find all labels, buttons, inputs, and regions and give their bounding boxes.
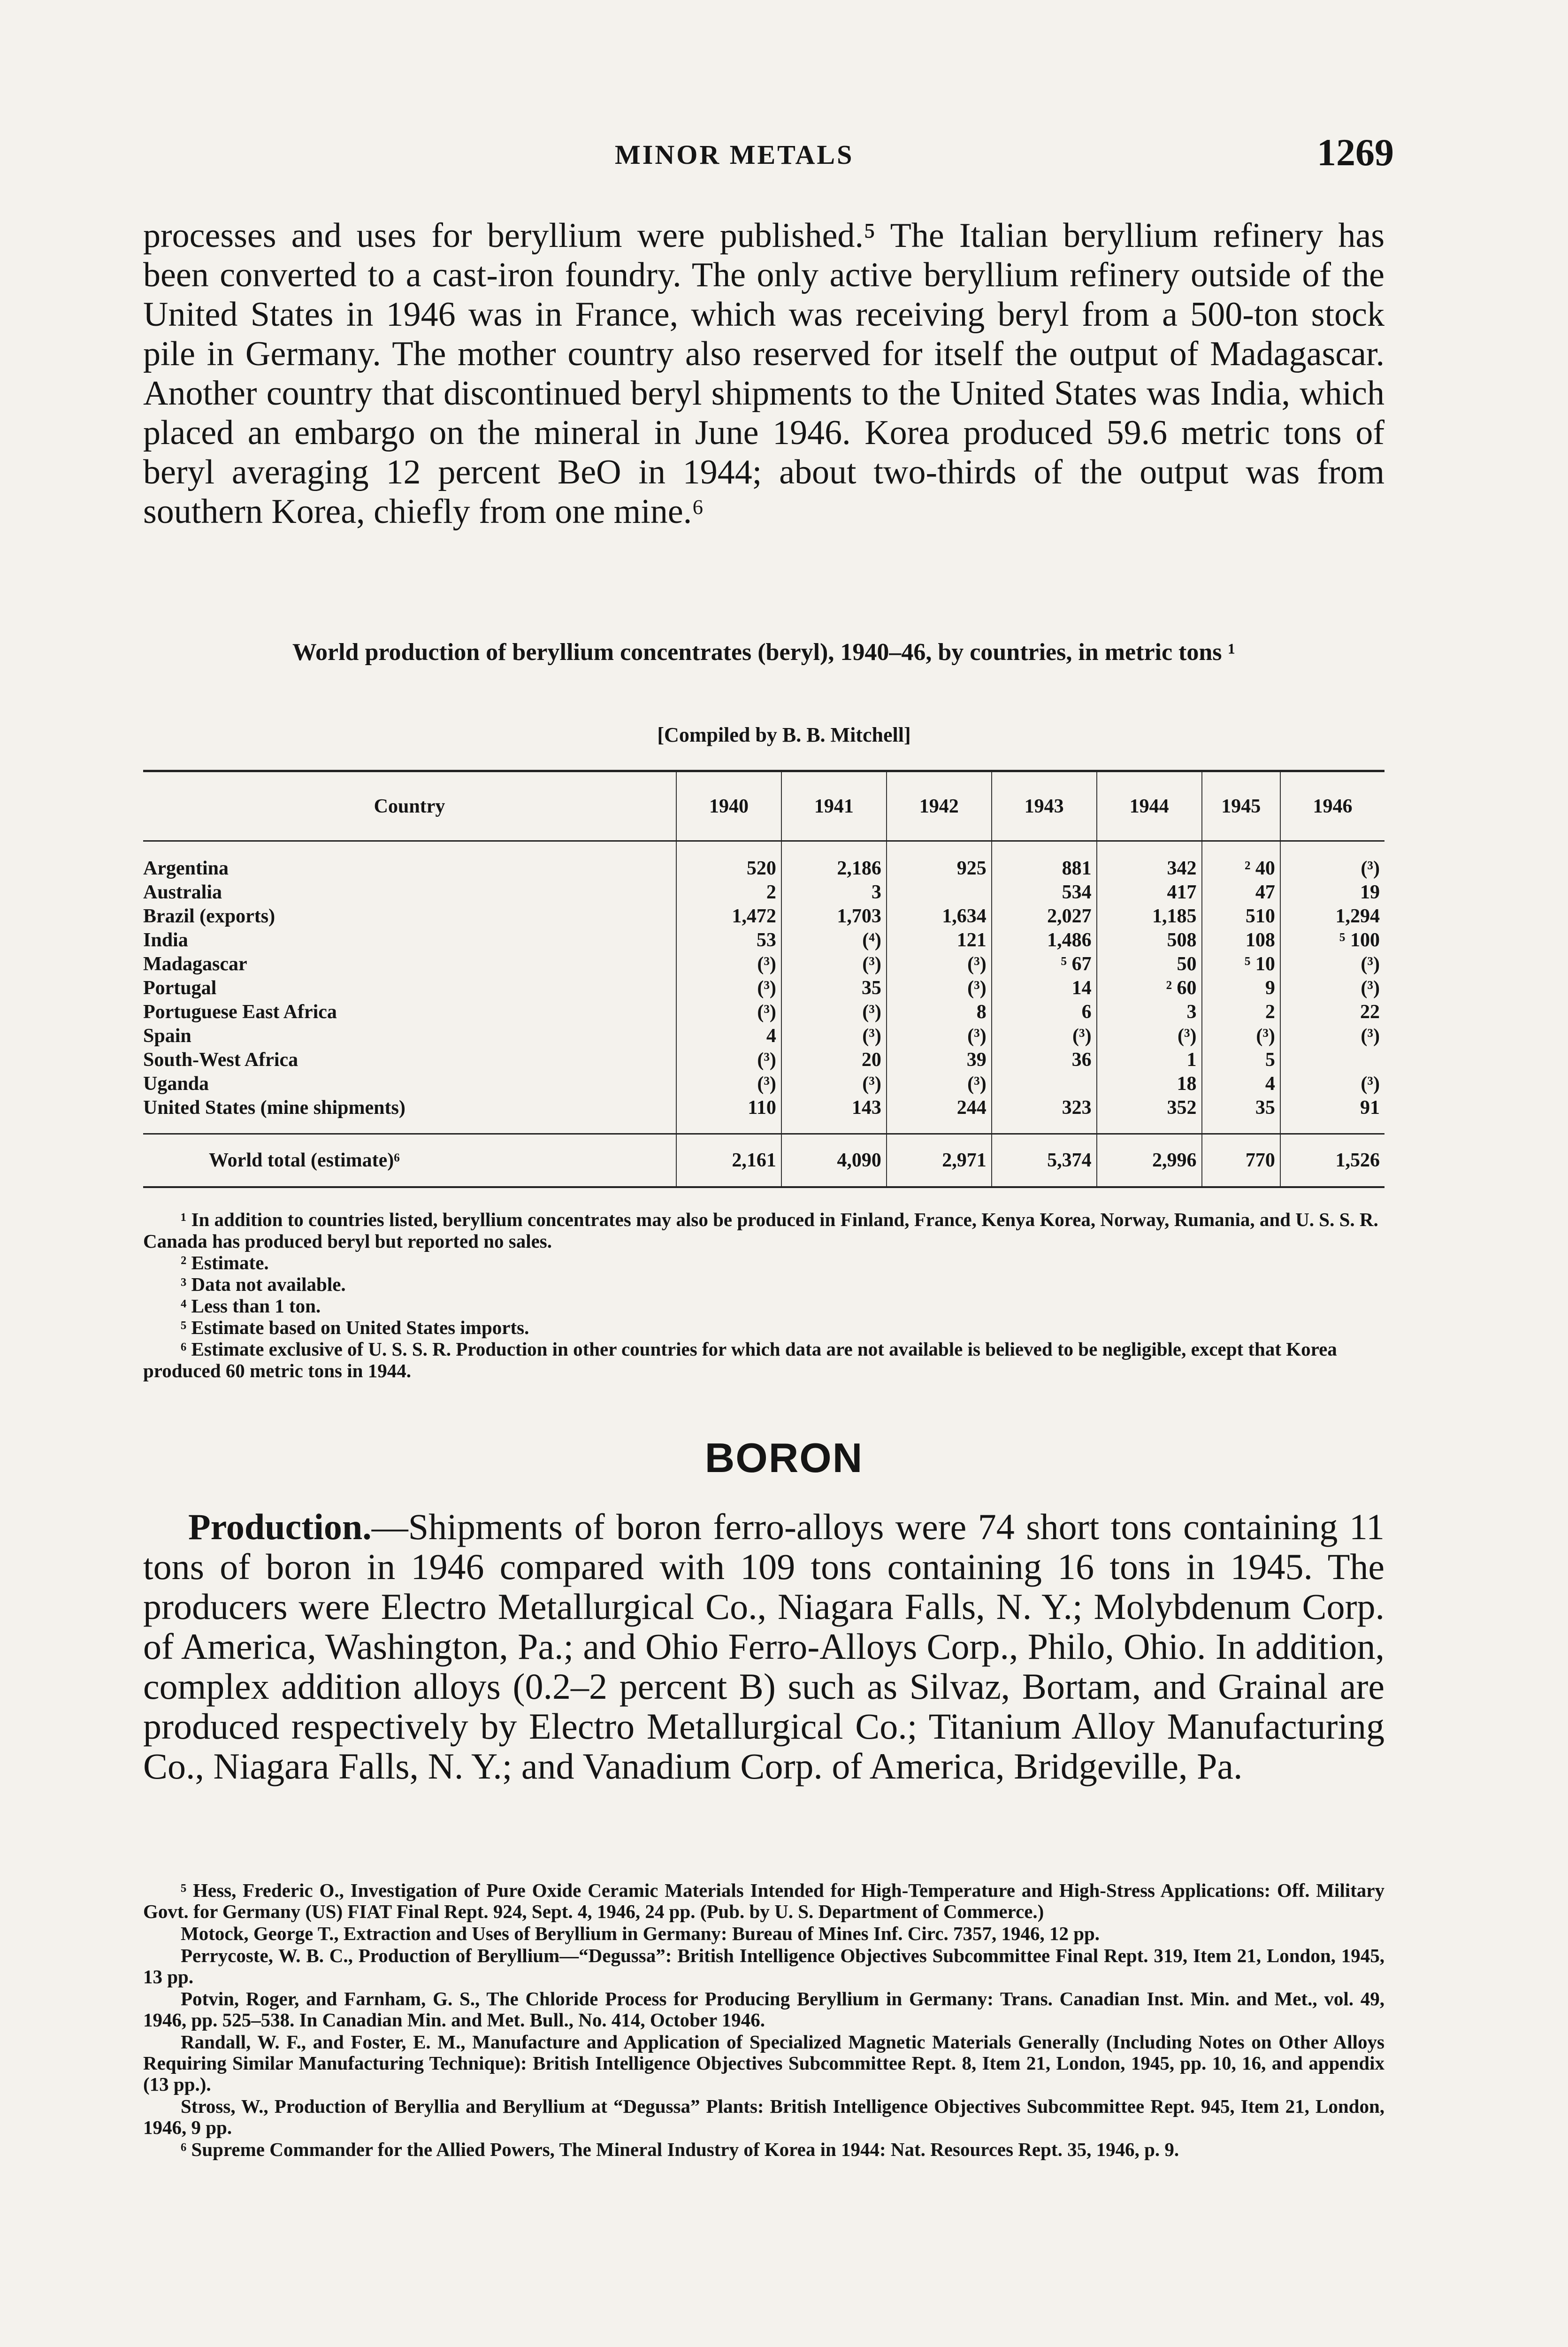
country-cell: South-West Africa: [143, 1049, 298, 1071]
value-cell: 1,634: [887, 905, 992, 928]
production-table-container: [143, 770, 1384, 1188]
table-row: [143, 928, 1384, 952]
table-note: ⁶ Estimate exclusive of U. S. S. R. Production in other countries for which data are not available is believed to be negligible, except that Korea produced 60 metric tons in 1944.: [143, 1338, 1337, 1381]
value-cell: 2: [676, 881, 781, 905]
table-row: [143, 1048, 1384, 1072]
value-cell: 881: [992, 841, 1097, 881]
table-row: [143, 952, 1384, 976]
value-cell: 2: [1202, 1000, 1280, 1024]
total-cell: 2,971: [887, 1134, 992, 1188]
value-cell: 110: [676, 1096, 781, 1134]
body-paragraph-boron: [143, 1507, 1384, 1786]
value-cell: (³): [1097, 1024, 1202, 1048]
paragraph-text: —Shipments of boron ferro-alloys were 74 short tons containing 11 tons of boron in 1946 compared with 109 tons containing 16 tons in 1945. The producers were Electro Metallurgical Co., Niagara Falls, N. Y.; Molybdenum Corp. of America, Washington, Pa.; and Ohio Ferro-Alloys Corp., Philo, Ohio. In addition, complex addition alloys (0.2–2 percent B) such as Silvaz, Bortam, and Grainal are produced respectively by Electro Metallurgical Co.; Titanium Alloy Manufacturing Co., Niagara Falls, N. Y.; and Vanadium Corp. of America, Bridgeville, Pa.: [143, 1506, 1384, 1787]
paragraph-lead: Production.: [188, 1506, 372, 1547]
value-cell: 14: [992, 976, 1097, 1000]
value-cell: 4: [1202, 1072, 1280, 1096]
total-cell: 5,374: [992, 1134, 1097, 1188]
country-cell: United States (mine shipments): [143, 1097, 405, 1119]
country-cell: Uganda: [143, 1073, 209, 1095]
value-cell: 18: [1097, 1072, 1202, 1096]
page-number: 1269: [1317, 131, 1394, 174]
value-cell: (³): [992, 1024, 1097, 1048]
country-cell: Portuguese East Africa: [143, 1001, 337, 1023]
total-cell: 2,996: [1097, 1134, 1202, 1188]
value-cell: 2,186: [781, 841, 887, 881]
value-cell: (³): [887, 1024, 992, 1048]
section-heading-boron: BORON: [704, 1434, 864, 1481]
value-cell: 22: [1280, 1000, 1384, 1024]
total-cell: 1,526: [1280, 1134, 1384, 1188]
value-cell: 2,027: [992, 905, 1097, 928]
footnote: Stross, W., Production of Beryllia and Beryllium at “Degussa” Plants: British Intelligence Objectives Subcommittee Rept. 945, Item 21, London, 1946, 9 pp.: [143, 2095, 1384, 2138]
value-cell: 925: [887, 841, 992, 881]
footnote: ⁶ Supreme Commander for the Allied Powers, The Mineral Industry of Korea in 1944: Nat. Resources Rept. 35, 1946, p. 9.: [181, 2139, 1179, 2160]
value-cell: (³): [676, 1048, 781, 1072]
country-cell: Spain: [143, 1025, 191, 1047]
value-cell: ⁵ 67: [992, 952, 1097, 976]
value-cell: (³): [887, 976, 992, 1000]
value-cell: (³): [781, 1072, 887, 1096]
value-cell: 244: [887, 1096, 992, 1134]
value-cell: 352: [1097, 1096, 1202, 1134]
column-header: 1945: [1202, 771, 1280, 841]
total-cell: 2,161: [676, 1134, 781, 1188]
table-caption: World production of beryllium concentrates (beryl), 1940–46, by countries, in metric tons ¹: [292, 639, 1236, 666]
table-compiled-by: [Compiled by B. B. Mitchell]: [657, 723, 911, 746]
table-note: ¹ In addition to countries listed, beryllium concentrates may also be produced in Finland, France, Kenya Korea, Norway, Rumania, and U. S. S. R. Canada has produced beryl but reported no sales.: [143, 1209, 1378, 1252]
value-cell: 3: [1097, 1000, 1202, 1024]
value-cell: ⁵ 100: [1280, 928, 1384, 952]
footnotes: [143, 1880, 1384, 2161]
value-cell: 1: [1097, 1048, 1202, 1072]
country-cell: Brazil (exports): [143, 905, 275, 927]
footnote: Perrycoste, W. B. C., Production of Beryllium—“Degussa”: British Intelligence Objectives Subcommittee Final Rept. 319, Item 21, London, 1945, 13 pp.: [143, 1945, 1384, 1987]
country-cell: Portugal: [143, 977, 217, 999]
total-cell: 770: [1202, 1134, 1280, 1188]
table-row: [143, 881, 1384, 905]
value-cell: (³): [887, 952, 992, 976]
value-cell: 19: [1280, 881, 1384, 905]
value-cell: 50: [1097, 952, 1202, 976]
table-row: [143, 976, 1384, 1000]
table-note: ⁴ Less than 1 ton.: [181, 1295, 321, 1317]
value-cell: (³): [676, 1072, 781, 1096]
footnote: Motock, George T., Extraction and Uses of Beryllium in Germany: Bureau of Mines Inf. Circ. 7357, 1946, 12 pp.: [181, 1923, 1100, 1944]
country-cell: Madagascar: [143, 953, 247, 975]
value-cell: (³): [1280, 1072, 1384, 1096]
value-cell: [992, 1072, 1097, 1096]
value-cell: 1,294: [1280, 905, 1384, 928]
value-cell: 323: [992, 1096, 1097, 1134]
value-cell: ² 40: [1202, 841, 1280, 881]
value-cell: (³): [676, 1000, 781, 1024]
column-header: Country: [143, 771, 676, 841]
value-cell: 5: [1202, 1048, 1280, 1072]
value-cell: 1,185: [1097, 905, 1202, 928]
value-cell: 20: [781, 1048, 887, 1072]
value-cell: 417: [1097, 881, 1202, 905]
value-cell: 520: [676, 841, 781, 881]
value-cell: ⁵ 10: [1202, 952, 1280, 976]
footnote: Randall, W. F., and Foster, E. M., Manufacture and Application of Specialized Magnetic Materials Generally (Including Notes on Other Alloys Requiring Similar Manufacturing Technique): British Intelligence Objectives Subcommittee Rept. 8, Item 21, London, 1945, pp. 10, 16, and appendix (13 pp.).: [143, 2031, 1384, 2095]
country-cell: Australia: [143, 882, 222, 903]
column-header: 1946: [1280, 771, 1384, 841]
table-row: [143, 1072, 1384, 1096]
table-note: ³ Data not available.: [181, 1273, 346, 1295]
table-row: [143, 841, 1384, 881]
table-row: [143, 1024, 1384, 1048]
value-cell: (³): [781, 1000, 887, 1024]
value-cell: 3: [781, 881, 887, 905]
value-cell: 39: [887, 1048, 992, 1072]
column-header: 1943: [992, 771, 1097, 841]
value-cell: 143: [781, 1096, 887, 1134]
value-cell: 121: [887, 928, 992, 952]
value-cell: 36: [992, 1048, 1097, 1072]
table-note: ² Estimate.: [181, 1252, 269, 1273]
value-cell: 108: [1202, 928, 1280, 952]
column-header: 1942: [887, 771, 992, 841]
value-cell: 1,486: [992, 928, 1097, 952]
value-cell: (³): [1280, 1024, 1384, 1048]
column-header: 1944: [1097, 771, 1202, 841]
value-cell: 35: [781, 976, 887, 1000]
value-cell: 510: [1202, 905, 1280, 928]
table-row: [143, 1000, 1384, 1024]
value-cell: (³): [1280, 841, 1384, 881]
value-cell: 534: [992, 881, 1097, 905]
running-head-title: MINOR METALS: [615, 139, 854, 170]
value-cell: (³): [1280, 952, 1384, 976]
country-cell: Argentina: [143, 858, 229, 879]
value-cell: 53: [676, 928, 781, 952]
table-row: [143, 905, 1384, 928]
value-cell: 47: [1202, 881, 1280, 905]
value-cell: 1,703: [781, 905, 887, 928]
table-notes: [143, 1209, 1384, 1381]
value-cell: 35: [1202, 1096, 1280, 1134]
value-cell: 342: [1097, 841, 1202, 881]
value-cell: (⁴): [781, 928, 887, 952]
value-cell: (³): [676, 976, 781, 1000]
footnote: ⁵ Hess, Frederic O., Investigation of Pure Oxide Ceramic Materials Intended for High-Temperature and High-Stress Applications: Off. Military Govt. for Germany (US) FIAT Final Rept. 924, Sept. 4, 1946, 24 pp. (Pub. by U. S. Department of Commerce.): [143, 1879, 1384, 1922]
value-cell: (³): [887, 1072, 992, 1096]
body-paragraph-beryllium: processes and uses for beryllium were published.⁵ The Italian beryllium refinery has been converted to a cast-iron foundry. The only active beryllium refinery outside of the United States in 1946 was in France, which was receiving beryl from a 500-ton stock pile in Germany. The mother country also reserved for itself the output of Madagascar. Another country that discontinued beryl shipments to the United States was India, which placed an embargo on the mineral in June 1946. Korea produced 59.6 metric tons of beryl averaging 12 percent BeO in 1944; about two-thirds of the output was from southern Korea, chiefly from one mine.⁶: [143, 216, 1384, 531]
value-cell: (³): [1202, 1024, 1280, 1048]
value-cell: 9: [1202, 976, 1280, 1000]
total-label: World total (estimate)⁶: [143, 1134, 676, 1188]
value-cell: (³): [781, 952, 887, 976]
column-header: 1941: [781, 771, 887, 841]
table-header-row: [143, 771, 1384, 841]
running-head: [145, 130, 1394, 182]
table-row: [143, 1096, 1384, 1134]
value-cell: 6: [992, 1000, 1097, 1024]
value-cell: 4: [676, 1024, 781, 1048]
value-cell: (³): [781, 1024, 887, 1048]
footnote: Potvin, Roger, and Farnham, G. S., The Chloride Process for Producing Beryllium in Germany: Trans. Canadian Inst. Min. and Met., vol. 49, 1946, pp. 525–538. In Canadian Min. and Met. Bull., No. 414, October 1946.: [143, 1988, 1384, 2031]
table-total-row: [143, 1134, 1384, 1188]
value-cell: (³): [676, 952, 781, 976]
value-cell: 91: [1280, 1096, 1384, 1134]
value-cell: 8: [887, 1000, 992, 1024]
value-cell: 1,472: [676, 905, 781, 928]
country-cell: India: [143, 929, 188, 951]
value-cell: (³): [1280, 976, 1384, 1000]
value-cell: ² 60: [1097, 976, 1202, 1000]
column-header: 1940: [676, 771, 781, 841]
total-cell: 4,090: [781, 1134, 887, 1188]
value-cell: 508: [1097, 928, 1202, 952]
value-cell: [887, 881, 992, 905]
value-cell: [1280, 1048, 1384, 1072]
beryl-production-table: [143, 770, 1384, 1188]
table-note: ⁵ Estimate based on United States imports.: [181, 1317, 529, 1338]
